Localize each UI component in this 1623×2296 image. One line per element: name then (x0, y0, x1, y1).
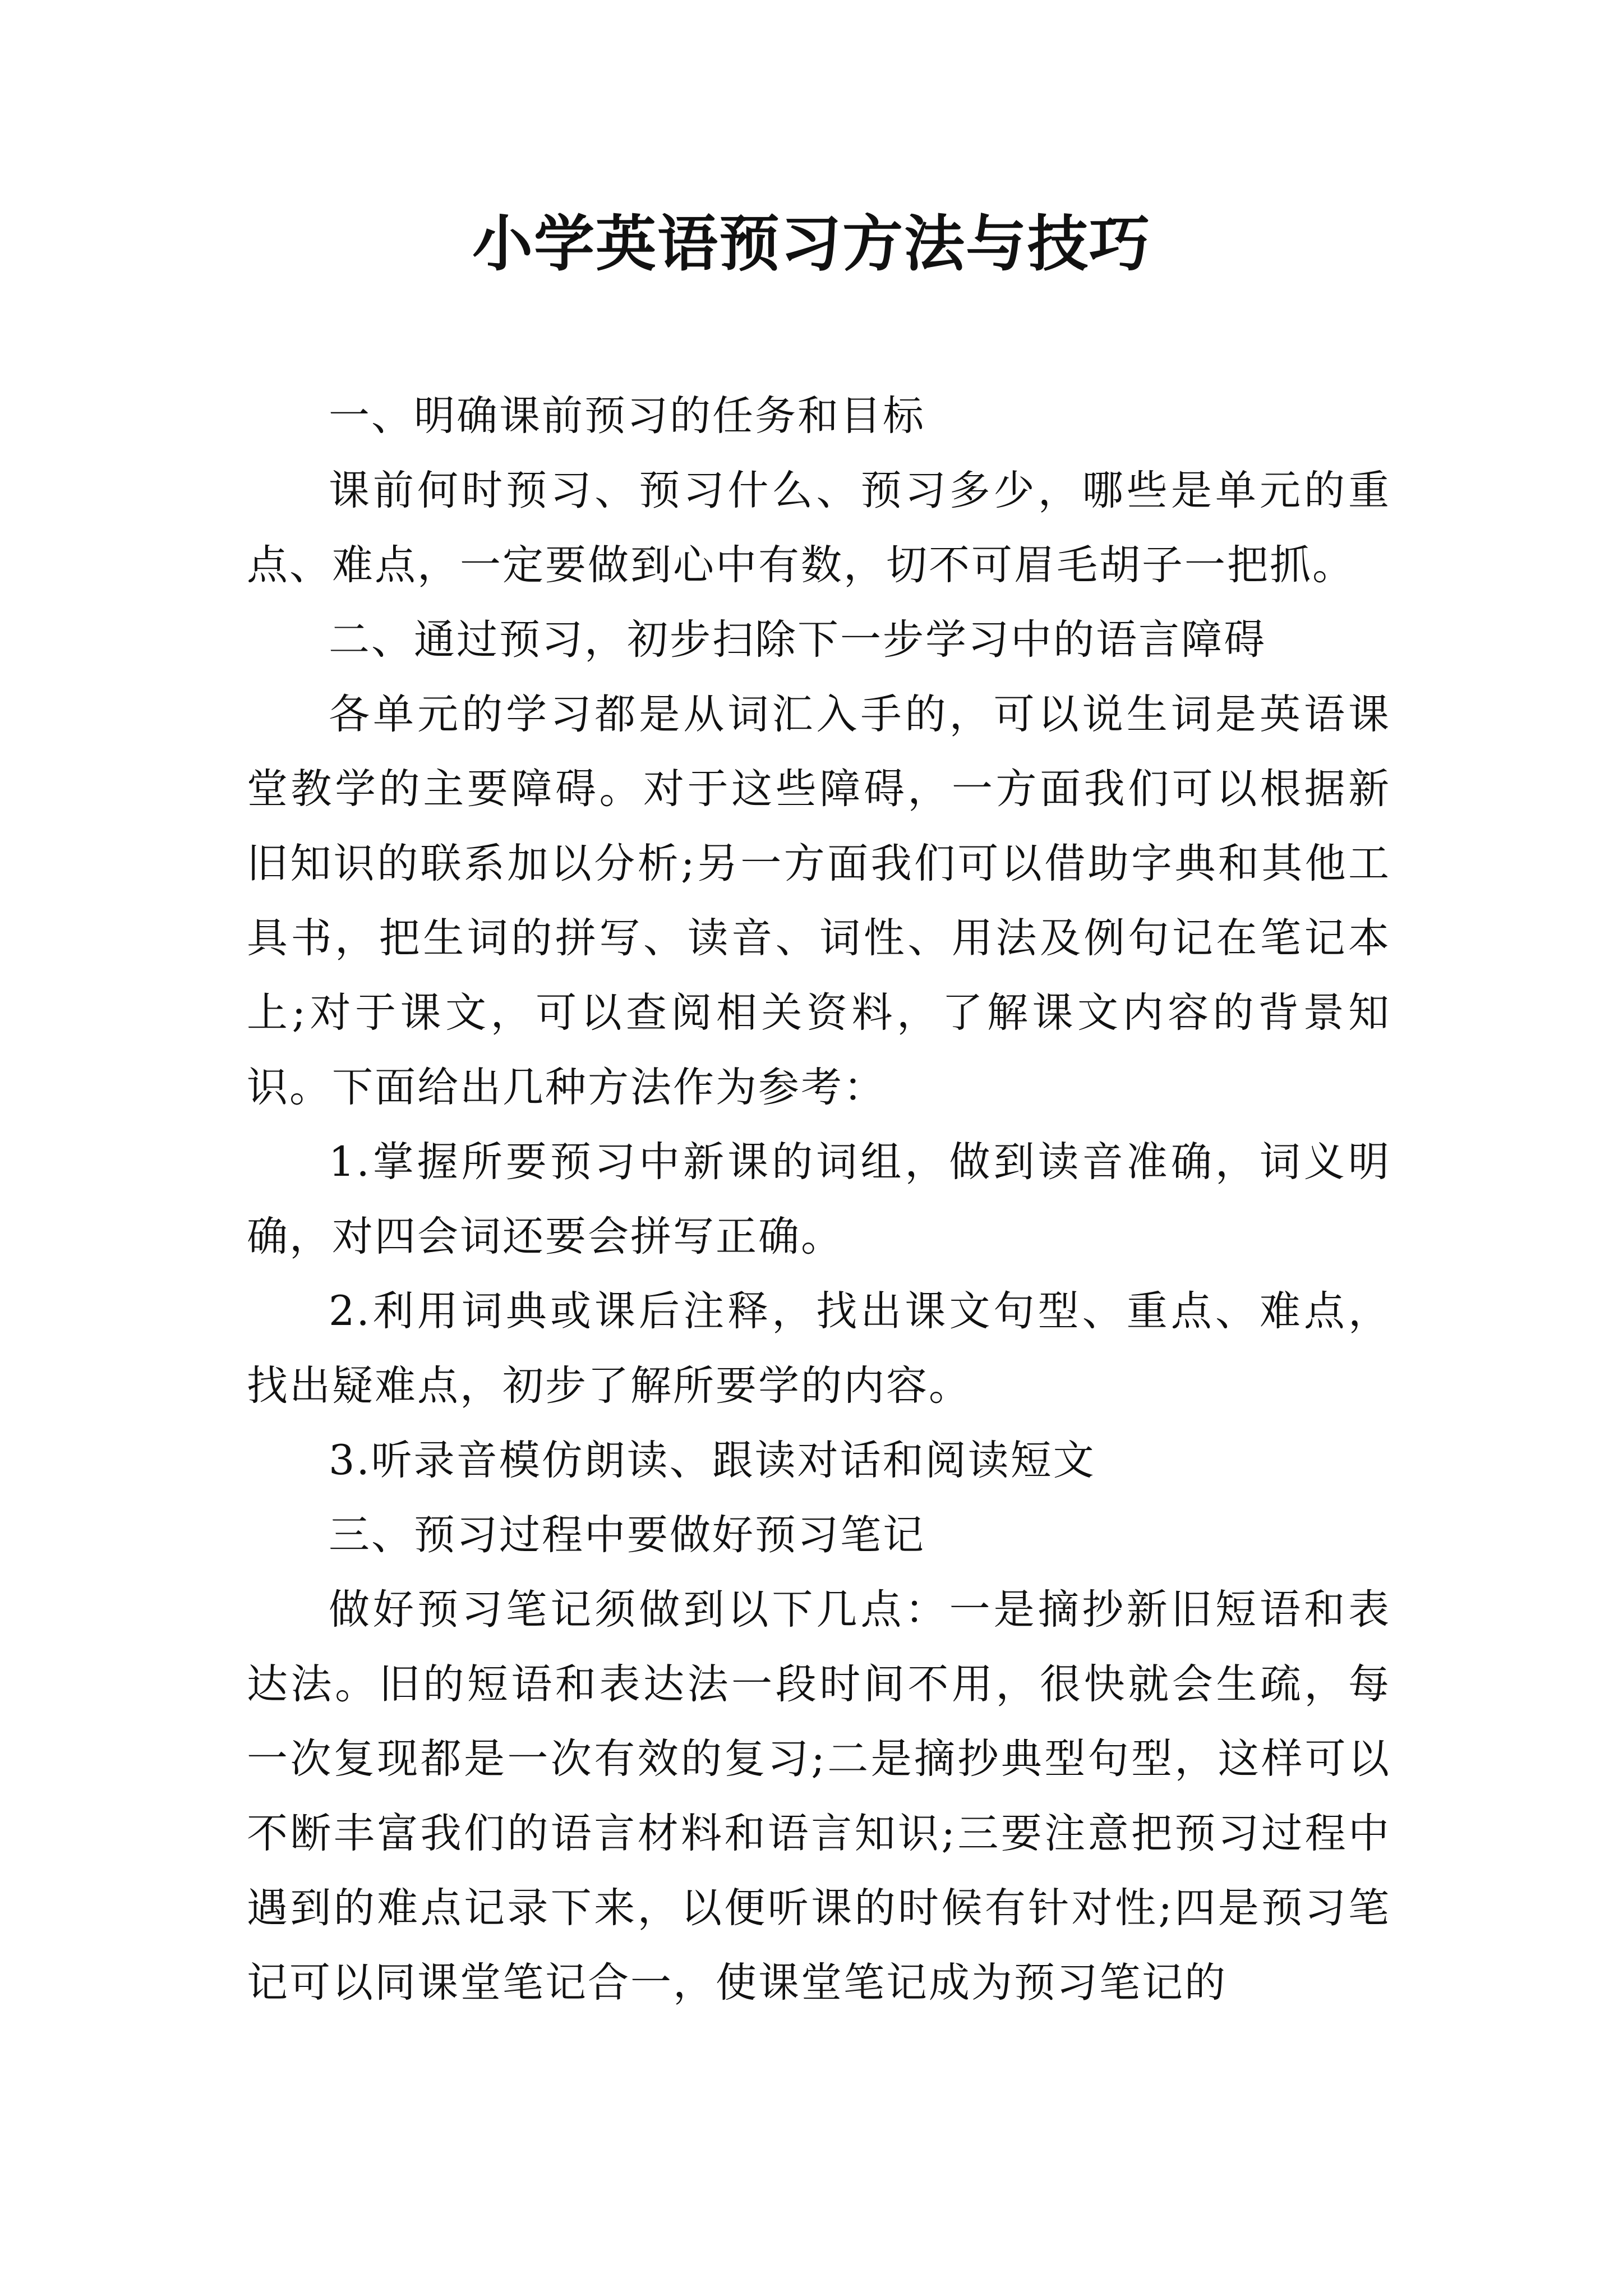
paragraph: 课前何时预习、预习什么、预习多少，哪些是单元的重点、难点，一定要做到心中有数，切不可眉毛胡子一把抓。 (247, 467, 1391, 589)
document-title: 小学英语预习方法与技巧 (472, 209, 1151, 279)
section-heading-1: 一、明确课前预习的任务和目标 (329, 392, 925, 440)
section-heading-2: 二、通过预习，初步扫除下一步学习中的语言障碍 (329, 616, 1266, 664)
list-item-1: 1.掌握所要预习中新课的词组，做到读音准确，词义明确，对四会词还要会拼写正确。 (247, 1138, 1391, 1260)
paragraph: 做好预习笔记须做到以下几点：一是摘抄新旧短语和表达法。旧的短语和表达法一段时间不用，很快就会生疏，每一次复现都是一次有效的复习;二是摘抄典型句型，这样可以不断丰富我们的语言材料和语言知识;三要注意把预习过程中遇到的难点记录下来，以便听课的时候有针对性;四是预习笔记可以同课堂笔记合一，使课堂笔记成为预习笔记的 (247, 1586, 1391, 2007)
section-heading-3: 三、预习过程中要做好预习笔记 (329, 1511, 925, 1559)
document-body (247, 379, 1391, 2020)
paragraph: 各单元的学习都是从词汇入手的，可以说生词是英语课堂教学的主要障碍。对于这些障碍，一方面我们可以根据新旧知识的联系加以分析;另一方面我们可以借助字典和其他工具书，把生词的拼写、读音、词性、用法及例句记在笔记本上;对于课文，可以查阅相关资料，了解课文内容的背景知识。下面给出几种方法作为参考： (247, 691, 1391, 1111)
list-item-2: 2.利用词典或课后注释，找出课文句型、重点、难点，找出疑难点，初步了解所要学的内容。 (247, 1287, 1391, 1410)
list-item-3: 3.听录音模仿朗读、跟读对话和阅读短文 (329, 1437, 1096, 1484)
